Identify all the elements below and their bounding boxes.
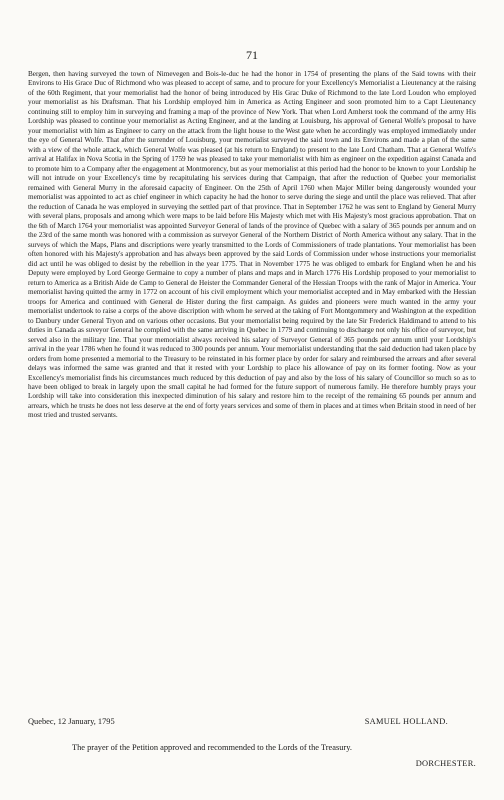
approval-signature: DORCHESTER. (415, 759, 476, 768)
petition-signature: SAMUEL HOLLAND. (364, 717, 448, 726)
approval-note: The prayer of the Petition approved and recommended to the Lords of the Treasury. (72, 743, 352, 752)
petition-date: Quebec, 12 January, 1795 (28, 717, 115, 726)
petition-body-text: Bergen, then having surveyed the town of Nimevegen and Bois-le-duc he had the honor in 1754 of presenting the plans of the Said towns with their Environs to His Grace Duc of Richmond who was pleased to accept of same, and to procure for your Excellency's Memorialist a Lieutenancy at the raising of the 60th Regiment, that your memorialist had the honor of being introduced by His Grac Duke of Richmond to the late Lord Loudon who employed your memorialist as his Draftsman. That his Lordship employed him in America as Acting Engineer and soon promoted him to a Capt Lieutenancy continuing still to employ him in surveying and framing a map of the province of New York. That when Lord Amherst took the command of the army His Lordship was pleased to continue your memorialist as Acting Engineer, and at the landing at Louisburg, his approval of General Wolfe's proposal to have your memorialist with him as Engineer to carry on the attack from the light house to the West gate when he accordingly was employed immediately under the eye of General Wolfe. That after the surrender of Louisburg, your memorialist surveyed the said town and its Environs and made a plan of the same with a view of the whole attack, which General Wolfe was pleased (at his return to England) to present to the late Lord Chatham. That at General Wolfe's arrival at Halifax in Nova Scotia in the Spring of 1759 he was pleased to take your memorialist with him as engineer on the expedition against Canada and to promote him to a Company after the engagement at Montmorency, but as your memorialist at this period had the honor to be known to your Lordship he will not intrude on your Excellency's time by recapitulating his services during that Campaign, that after the reduction of Quebec your memorialist remained with General Murry in the aforesaid capacity of Engineer. On the 25th of April 1760 when Major Miller being dangerously wounded your memorialist was appointed to act as chief engineer in which capacity he had the honor to serve during the siege and until the place was relieved. That after the reduction of Canada he was employed in surveying the settled part of that province. That in September 1762 he was sent to England by General Murry with several plans, proposals and among which were maps to be laid before His Majesty which met with His Majesty's most gracious approbation. That on the 6th of March 1764 your memorialist was appointed Surveyor General of lands of the province of Quebec with a salary of 365 pounds per annum and on the 23rd of the same month was honored with a commission as surveyor General of the Northern District of North America without any salary. That in the surveys of which the Maps, Plans and discriptions were yearly transmitted to the Lords of Commissioners of trade plantations. Your memorialist has been often honored with his Majesty's approbation and has always been approved by the said Lords of Commission under whose instructions your memorialist did act until he was obliged to desist by the rebellion in the year 1775. That in November 1775 he was obliged to embark for England when he and his Deputy were employed by Lord George Germaine to copy a number of plans and maps and in March 1776 His Lordship proposed to your memorialist to return to America as a British Aide de Camp to General de Heister the Commander General of the Hessian Troops with the rank of Major in America. Your memorialist having quitted the army in 1772 on account of his civil employment which your memorialist accepted and in May embarked with the Hessian troops for America and continued with General de Hister during the first campaign. As guides and pioneers were much wanted in the army your memorialist undertook to raise a corps of the above discription with whom he served at the taking of Fort Montgommery and Washington at the expedition to Danbury under General Tryon and on various other occasions. But your memorialist being required by the late Sir Frederick Haldimand to attend to his duties in Canada as suveyor General he complied with the same arriving in Quebec in 1779 and continuing to discharge not only his office of surveyor, but served also in the military line. That your memorialist always received his salary of Surveyor General of 365 pounds per annum until your Lordship's arrival in the year 1786 when he found it was reduced to 300 pounds per annum. Your memorialist understanding that the said deduction had taken place by orders from home presented a memorial to the Treasury to be reinstated in his former place by order for salary and reimbursed the arrears and after several delays was informed the same was granted and that it rested with your Lordship to place his allowance of pay on its former footing. Now as your Excellency's memorialist finds his circumstances much reduced by this deduction of pay and also by the loss of his salary of Councillor so much so as to have been obliged to break in largely upon the small capital he had formed for the future support of numerous family. He therefore humbly prays your Lordship will take into consideration this inexpected diminution of his salary and restore him to the receipt of the remaining 65 pounds per annum and arrears, which he trusts he does not less deserve at the end of forty years services and some of them in places and at times when Britain stood in need of her most tried and trusted servants. (28, 70, 476, 420)
page-number: 71 (246, 48, 258, 62)
